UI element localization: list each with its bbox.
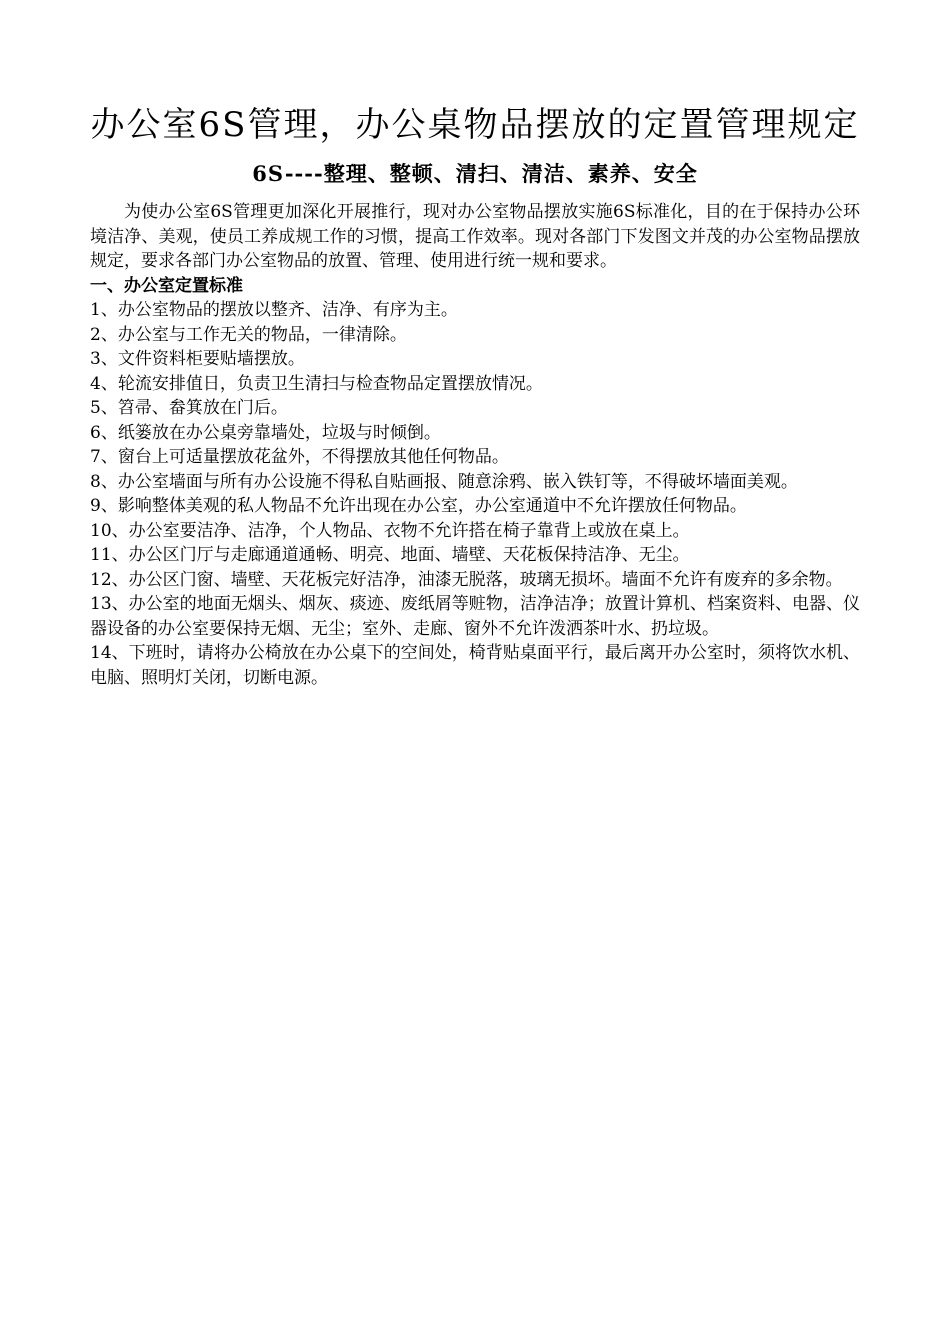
document-title: 办公室6S管理，办公桌物品摆放的定置管理规定 (90, 105, 860, 145)
list-item: 1、办公室物品的摆放以整齐、洁净、有序为主。 (90, 300, 458, 320)
section-heading: 一、办公室定置标准 (90, 275, 243, 296)
document-body (90, 200, 860, 690)
list-item: 7、窗台上可适量摆放花盆外，不得摆放其他任何物品。 (90, 447, 509, 467)
list-item: 6、纸篓放在办公桌旁靠墙处，垃圾与时倾倒。 (90, 422, 441, 443)
list-item: 5、笤帚、畚箕放在门后。 (90, 398, 288, 418)
list-item: 12、办公区门窗、墙壁、天花板完好洁净，油漆无脱落，玻璃无损坏。墙面不允许有废弃的多余物。 (90, 569, 843, 590)
list-item: 14、下班时，请将办公椅放在办公桌下的空间处，椅背贴桌面平行，最后离开办公室时，须将饮水机、电脑、照明灯关闭，切断电源。 (90, 643, 860, 688)
list-item: 11、办公区门厅与走廊通道通畅、明亮、地面、墙壁、天花板保持洁净、无尘。 (90, 545, 690, 565)
list-item: 10、办公室要洁净、洁净，个人物品、衣物不允许搭在椅子靠背上或放在桌上。 (90, 520, 690, 541)
list-item: 2、办公室与工作无关的物品，一律清除。 (90, 324, 407, 345)
list-item: 9、影响整体美观的私人物品不允许出现在办公室，办公室通道中不允许摆放任何物品。 (90, 496, 747, 516)
list-item: 8、办公室墙面与所有办公设施不得私自贴画报、随意涂鸦、嵌入铁钉等，不得破坏墙面美观。 (90, 471, 798, 492)
intro-paragraph: 为使办公室6S管理更加深化开展推行，现对办公室物品摆放实施6S标准化，目的在于保持办公环境洁净、美观，使员工养成规工作的习惯，提高工作效率。现对各部门下发图文并茂的办公室物品摆放规定，要求各部门办公室物品的放置、管理、使用进行统一规和要求。 (90, 202, 860, 271)
list-item: 4、轮流安排值日，负责卫生清扫与检查物品定置摆放情况。 (90, 373, 543, 394)
list-item: 3、文件资料柜要贴墙摆放。 (90, 349, 305, 369)
document-subtitle: 6S----整理、整顿、清扫、清洁、素养、安全 (252, 161, 698, 186)
list-item: 13、办公室的地面无烟头、烟灰、痰迹、废纸屑等赃物，洁净洁净；放置计算机、档案资料、电器、仪器设备的办公室要保持无烟、无尘；室外、走廊、窗外不允许泼洒茶叶水、扔垃圾。 (90, 594, 860, 639)
